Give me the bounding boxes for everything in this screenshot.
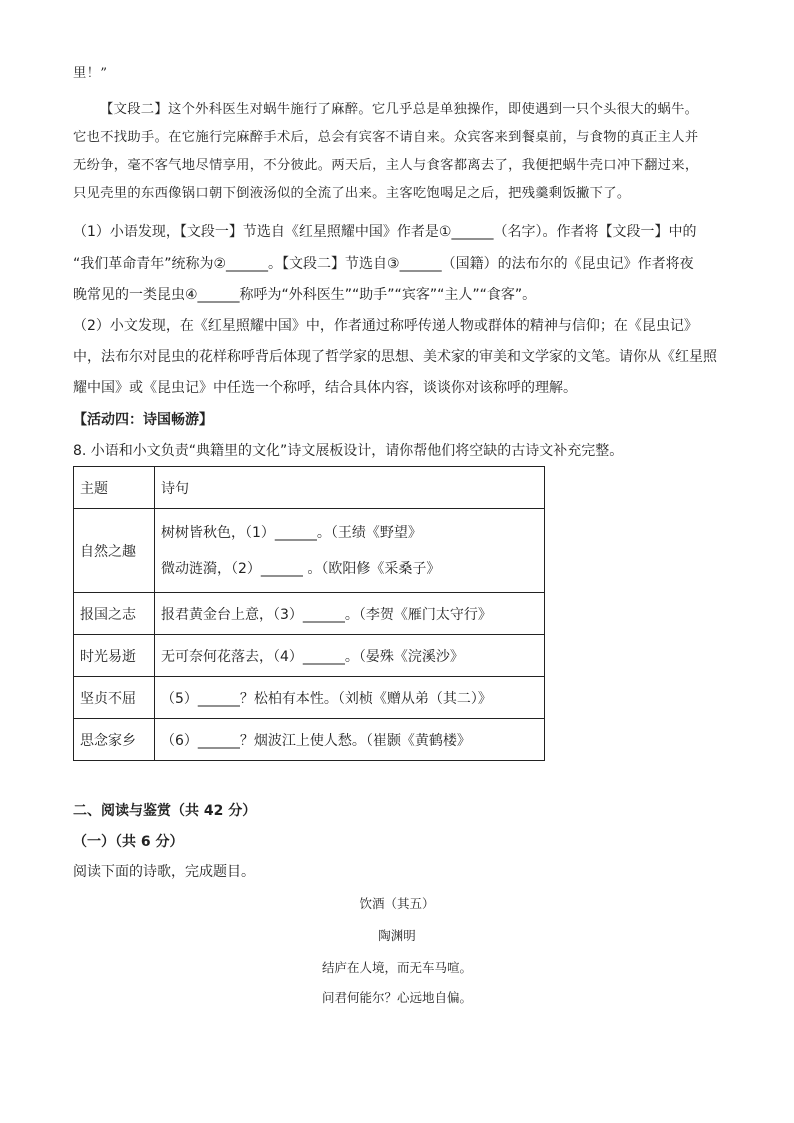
question-8: 8. 小语和小文负责“典籍里的文化”诗文展板设计，请你帮他们将空缺的古诗文补充完整。: [73, 443, 624, 459]
subsection-heading: （一）（共 6 分）: [73, 834, 184, 850]
verse-line: 报君黄金台上意，（3）______。（李贺《雁门太守行》: [155, 593, 545, 635]
row-topic: 自然之趣: [74, 509, 155, 593]
activity-heading: 【活动四：诗国畅游】: [73, 412, 213, 428]
passage-line: 【文段二】这个外科医生对蜗牛施行了麻醉。它几乎总是单独操作，即使遇到一只个头很大的蜗牛。: [100, 102, 699, 117]
question-2-line: 中，法布尔对昆虫的花样称呼背后体现了哲学家的思想、美术家的审美和文学家的文笔。请你从《红星照: [73, 349, 717, 365]
row-topic: 报国之志: [74, 593, 155, 635]
poem-title: 饮酒（其五）: [359, 896, 435, 911]
table-row: [74, 719, 545, 761]
question-2-line: 耀中国》或《昆虫记》中任选一个称呼，结合具体内容，谈谈你对该称呼的理解。: [73, 380, 577, 396]
poem-line: 结庐在人境，而无车马喧。: [321, 960, 472, 975]
poem-line: 问君何能尔？心远地自偏。: [321, 990, 472, 1005]
table-row: [74, 593, 545, 635]
row-topic: 坚贞不屈: [74, 677, 155, 719]
reading-instruction: 阅读下面的诗歌，完成题目。: [73, 864, 255, 880]
header-verse: 诗句: [155, 467, 545, 509]
table-header-row: [74, 467, 545, 509]
row-topic: 时光易逝: [74, 635, 155, 677]
passage-line: 无纷争，毫不客气地尽情享用，不分彼此。两天后，主人与食客都离去了，我便把蜗牛壳口冲下翻过来，: [73, 158, 699, 173]
verse-line: 微动涟漪，（2）______ 。（欧阳修《采桑子》: [161, 560, 441, 577]
passage-line: 它也不找助手。在它施行完麻醉手术后，总会有宾客不请自来。众宾客来到餐桌前，与食物的真正主人并: [73, 130, 699, 145]
verse-line: （6）______？烟波江上使人愁。（崔颢《黄鹤楼》: [155, 719, 545, 761]
poem-author: 陶渊明: [378, 928, 416, 943]
verse-line: 树树皆秋色，（1）______。（王绩《野望》: [161, 524, 422, 541]
verse-line: （5）______？松柏有本性。（刘桢《赠从弟（其二）》: [155, 677, 545, 719]
question-1-line: 晚常见的一类昆虫④______称呼为“外科医生”“助手”“宾客”“主人”“食客”。: [73, 287, 537, 303]
passage-line: 只见壳里的东西像锅口朝下倒液汤似的全流了出来。主客吃饱喝足之后，把残羹剩饭撇下了。: [73, 186, 631, 201]
table-row: [74, 509, 545, 593]
verse-line: 无可奈何花落去，（4）______。（晏殊《浣溪沙》: [155, 635, 545, 677]
row-topic: 思念家乡: [74, 719, 155, 761]
header-topic: 主题: [74, 467, 155, 509]
section-heading: 二、阅读与鉴赏（共 42 分）: [73, 803, 257, 819]
question-1-line: “我们革命青年”统称为②______。【文段二】节选自③______（国籍）的法布尔的《昆虫记》作者将夜: [73, 256, 694, 272]
question-1-line: （1）小语发现，【文段一】节选自《红星照耀中国》作者是①______（名字）。作者将【文段一】中的: [73, 224, 697, 240]
row-verses: [155, 509, 545, 593]
passage-line: 里！”: [73, 66, 108, 81]
table-row: [74, 635, 545, 677]
table-row: [74, 677, 545, 719]
question-2-line: （2）小文发现，在《红星照耀中国》中，作者通过称呼传递人物或群体的精神与信仰；在《昆虫记》: [73, 318, 698, 334]
poem-table: [73, 466, 545, 761]
